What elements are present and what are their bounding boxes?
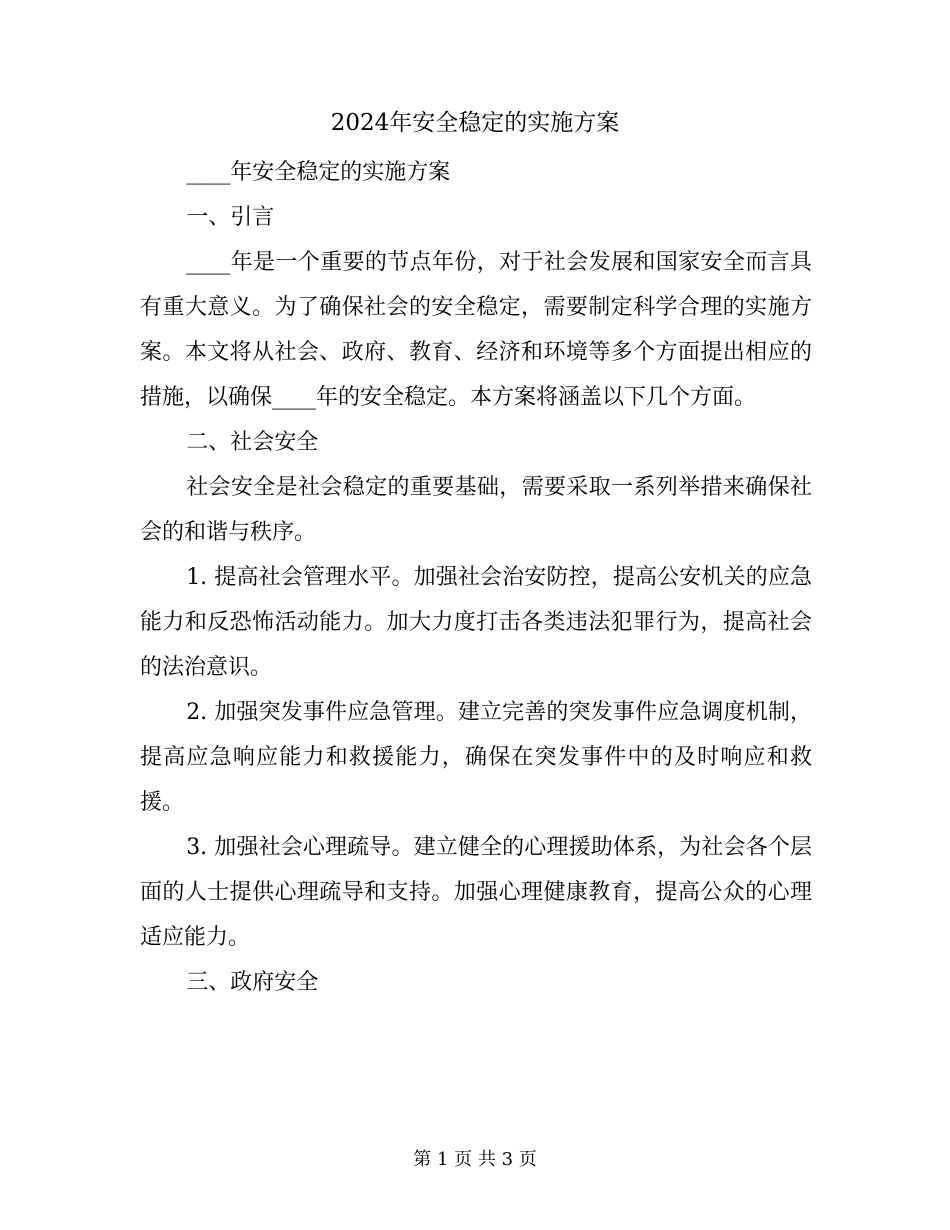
paragraph-subtitle: ____年安全稳定的实施方案 xyxy=(186,160,451,185)
page-footer: 第 1 页 共 3 页 xyxy=(413,1149,537,1170)
document-title: 2024年安全稳定的实施方案 xyxy=(330,110,620,136)
heading-government-security: 三、政府安全 xyxy=(186,970,319,995)
heading-introduction: 一、引言 xyxy=(186,205,275,230)
paragraph-introduction: ____年是一个重要的节点年份，对于社会发展和国家安全而言具有重大意义。为了确保社会的安全稳定，需要制定科学合理的实施方案。本文将从社会、政府、教育、经济和环境等多个方面提出相应的措施，以确保____年的安全稳定。本方案将涵盖以下几个方面。 xyxy=(140,250,812,410)
list-item-1: 1. 提高社会管理水平。加强社会治安防控，提高公安机关的应急能力和反恐怖活动能力。加大力度打击各类违法犯罪行为，提高社会的法治意识。 xyxy=(140,565,812,680)
list-item-3: 3. 加强社会心理疏导。建立健全的心理援助体系，为社会各个层面的人士提供心理疏导和支持。加强心理健康教育，提高公众的心理适应能力。 xyxy=(140,835,812,950)
paragraph-social-security: 社会安全是社会稳定的重要基础，需要采取一系列举措来确保社会的和谐与秩序。 xyxy=(140,475,812,545)
heading-social-security: 二、社会安全 xyxy=(186,430,319,455)
list-item-2: 2. 加强突发事件应急管理。建立完善的突发事件应急调度机制，提高应急响应能力和救援能力，确保在突发事件中的及时响应和救援。 xyxy=(140,700,812,815)
document-body xyxy=(140,150,812,1005)
